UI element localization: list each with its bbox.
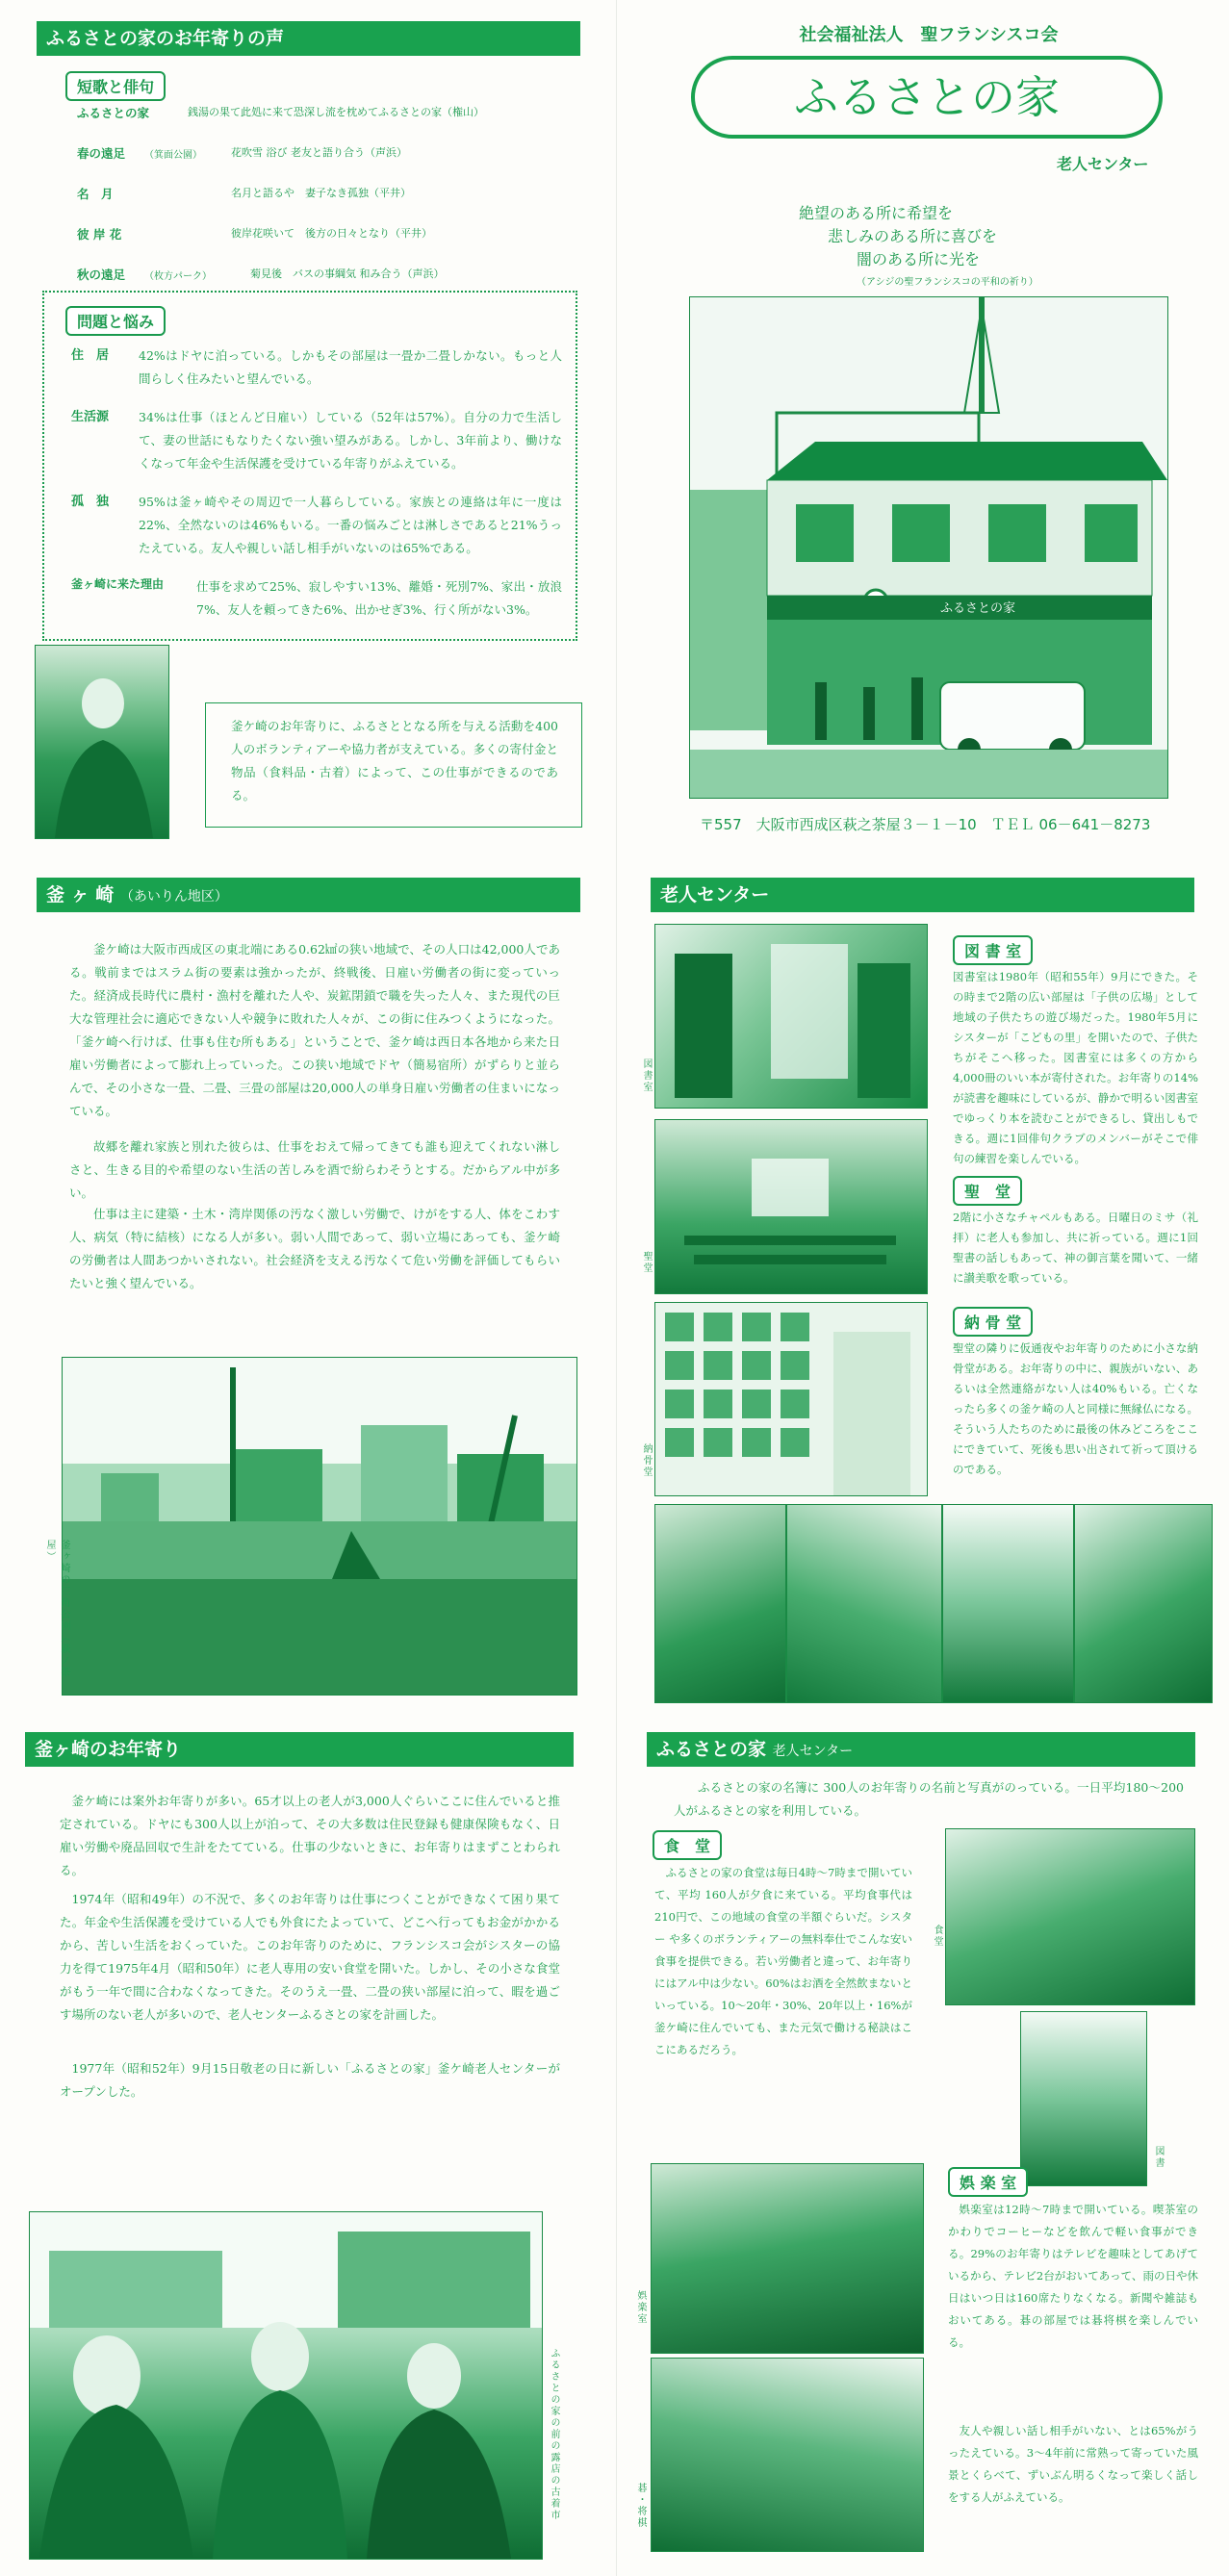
photo-activity-3 [942, 1504, 1074, 1703]
section-header-center: 老人センター [651, 878, 1194, 912]
photo-go-shogi [651, 2358, 924, 2552]
library-illustration [655, 925, 927, 1108]
section-header-kamagasaki: 釜 ヶ 崎 （あいりん地区） [37, 878, 580, 912]
ossuary-illustration [655, 1303, 927, 1495]
chapel-heading: 聖 堂 [953, 1176, 1022, 1206]
library-heading: 図 書 室 [953, 935, 1033, 965]
building-illustration [690, 297, 1167, 798]
dining-heading: 食 堂 [653, 1830, 722, 1860]
caption-market: ふるさとの家の前の露店の古着市 [549, 2348, 559, 2521]
volunteer-box: 釜ケ崎のお年寄りに、ふるさととなる所を与える活動を400人のボランティアーや協力者が支えている。多くの寄付金と物品（食料品・古着）によって、この仕事ができるのである。 [205, 702, 582, 828]
poem-row: 秋の遠足 （枚方パーク） 菊見後 バスの事綱気 和み合う（声浜） [77, 268, 445, 282]
chapel-text: 2階に小さなチャペルもある。日曜日のミサ（礼拝）に老人も参加し、共に祈っている。週に1回聖書の話しもあって、神の御言葉を聞いて、一緒に讃美歌を歌っている。 [953, 1211, 1198, 1285]
ossuary-heading: 納 骨 堂 [953, 1307, 1033, 1337]
photo-activity-4 [1074, 1504, 1213, 1703]
page-fold [616, 0, 617, 2576]
recreation-heading: 娯 楽 室 [948, 2167, 1028, 2197]
section-header-furusato: ふるさとの家 老人センター [647, 1732, 1195, 1767]
subtitle: 老人センター [1057, 155, 1149, 173]
photo-dining [945, 1828, 1195, 2005]
photo-library [654, 924, 928, 1109]
person-figure [36, 646, 168, 838]
caption-park: 釜ヶ崎の三角公園（萩ノ茶屋） [44, 1540, 69, 1678]
kamagasaki-para-2: 故郷を離れ家族と別れた彼らは、仕事をおえて帰ってきても誰も迎えてくれない淋しさと、生きる目的や希望のない生活の苦しみを酒で紛らわそうとする。だからアル中が多い。 [69, 1139, 560, 1200]
org-name: 社会福祉法人 聖フランシスコ会 [799, 25, 1059, 45]
kamagasaki-para-1: 釜ケ崎は大阪市西成区の東北端にある0.62㎢の狭い地域で、その人口は42,000人である。戦前まではスラム街の要素は強かったが、終戦後、日雇い労働者の街に変っていった。経済成長時代に農村・漁村を離れた人や、炭鉱閉鎖で職を失った人々、また現代の巨大な管理社会に適応できない人や競争に敗れた人々が、この街に住みつくようになった。「釜ケ崎へ行けば、仕事も住む所もある」ということで、釜ケ崎は西日本各地から来た日雇い労働者によって膨れ上っていった。この狭い地域でドヤ（簡易宿所）がずらりと並らんで、その小さな一畳、二畳、三畳の部屋は20,000人の単身日雇い労働者の住まいになっている。 [69, 942, 560, 1118]
caption-go-shogi: 碁・将棋 [635, 2483, 646, 2529]
poem-row: 名 月 名月と語るや 妻子なき孤独（平井） [77, 187, 411, 201]
photo-ossuary [654, 1302, 928, 1496]
caption-ossuary: 納骨堂 [641, 1443, 652, 1478]
elderly-para-2: 1974年（昭和49年）の不況で、多くのお年寄りは仕事につくことができなくて困り果てた。年金や生活保護を受けている人でも外食にたよっていて、どこへ行ってもお金がかかるから、苦しい生活をおくっていた。このお年寄りのために、フランシスコ会がシスターの協力を得て1975年4月（昭和50年）に老人専用の安い食堂を開いた。しかし、その小さな食堂がもう一年で間に合わなくなってきた。そのうえ一畳、二畳の狭い部屋に泊って、暇を過ごす場所のない老人が多いので、老人センターふるさとの家を計画した。 [60, 1892, 560, 2022]
poem-row: ふるさとの家 銭湯の果て此処に来て恐深し流を枕めてふるさとの家（権山） [77, 106, 484, 120]
kamagasaki-para-3: 仕事は主に建築・土木・湾岸関係の汚なく激しい労働で、けがをする人、体をこわす人、病気（特に結核）になる人が多い。弱い人間であって、弱い立場にあっても、釜ケ崎の労働者は人間あつかいされない。社会経済を支える汚なくて危い労働を評価してもらいたいと強く望んでいる。 [69, 1207, 560, 1290]
furusato-intro: ふるさとの家の名簿に 300人のお年寄りの名前と写真がのっている。一日平均180～200人がふるさとの家を利用している。 [674, 1780, 1184, 1818]
title-box [691, 56, 1163, 139]
market-illustration [30, 2212, 542, 2559]
poem-row: 彼 岸 花 彼岸花咲いて 後方の日々となり（平井） [77, 227, 432, 242]
photo-activity-1 [654, 1504, 786, 1703]
photo-recreation [651, 2163, 924, 2354]
dining-text: ふるさとの家の食堂は毎日4時～7時まで開いていて、平均 160人が夕食に来ている。平均食事代は 210円で、この地域の食堂の半額ぐらいだ。シスター や多くのボランティアーの無料奉仕でこんな安い食事を提供できる。若い労働者と違って、お年寄りにはアル中は少ない。60%はお酒を全然飲まないといっている。10～20年・30%、20年以上・16%が釜ケ崎に住んでいても、また元気で働ける秘訣はここにあるだろう。 [654, 1866, 912, 2056]
caption-chapel: 聖堂 [641, 1251, 652, 1274]
main-title: ふるさとの家 [794, 71, 1060, 123]
photo-street-market [29, 2211, 543, 2560]
caption-dining: 食堂 [932, 1925, 942, 1948]
prayer: 絶望のある所に希望を 悲しみのある所に喜びを 闇のある所に光を （アシジの聖フランシスコの平和の祈り） [799, 204, 1038, 288]
section-header-voices: ふるさとの家のお年寄りの声 [37, 21, 580, 56]
photo-activity-2 [786, 1504, 942, 1703]
problems-heading: 問題と悩み [65, 306, 166, 336]
photo-chapel [654, 1119, 928, 1294]
photo-old-man [35, 645, 169, 839]
section-header-elderly: 釜ヶ崎のお年寄り [25, 1732, 574, 1767]
chapel-illustration [655, 1120, 927, 1293]
poem-row: 春の遠足 （箕面公園） 花吹雪 浴び 老友と語り合う（声浜） [77, 146, 407, 161]
elderly-para-1: 釜ケ崎には案外お年寄りが多い。65才以上の老人が3,000人ぐらいここに住んでいると推定されている。ドヤにも300人以上が泊って、その大多数は住民登録も健康保険もなく、日雇い労働や廃品回収で生計をたてている。仕事の少ないときに、お年寄りはまずことわられる。 [60, 1794, 560, 1877]
photo-kitchen [1020, 2011, 1147, 2186]
recreation-text-2: 友人や親しい話し相手がいない、とは65%がうったえている。3～4年前に常熟って寄っていた風景とくらべて、ずいぶん明るくなって楽しく話しをする人がふえている。 [948, 2424, 1198, 2504]
photo-building [689, 296, 1168, 799]
building-sign: ふるさとの家 [940, 601, 1016, 616]
caption-library: 図書室 [641, 1058, 652, 1093]
photo-triangle-park [62, 1357, 577, 1696]
address: 〒557 大阪市西成区萩之茶屋３－１－10 ＴＥＬ 06－641－8273 [700, 816, 1151, 833]
elderly-para-3: 1977年（昭和52年）9月15日敬老の日に新しい「ふるさとの家」釜ケ崎老人センターがオープンした。 [60, 2061, 560, 2099]
caption-kitchen: 図書 [1153, 2146, 1164, 2169]
park-illustration [63, 1358, 576, 1695]
caption-recreation: 娯楽室 [635, 2290, 646, 2325]
recreation-text: 娯楽室は12時～7時まで開いている。喫茶室のかわりでコーヒーなどを飲んで軽い食事ができる。29%のお年寄りはテレビを趣味としてあげているから、テレビ2台がおいてあって、雨の日や休日はいつ日は160席たりなくなる。新聞や雑誌もおいてある。碁の部屋では碁将棋を楽しんでいる。 [948, 2203, 1198, 2349]
library-text: 図書室は1980年（昭和55年）9月にできた。その時まで2階の広い部屋は「子供の広場」として地域の子供たちの遊び場だった。1980年5月にシスターが「こどもの里」を開いたので、子供たちがそこへ移った。図書室には多くの方から4,000冊のいい本が寄付された。お年寄りの14%が読書を趣味にしているが、静かで明るい図書室でゆっくり本を読むことができるし、貸出しもできる。週に1回俳句クラブのメンバーがそこで俳句の練習を楽しんでいる。 [953, 970, 1198, 1165]
ossuary-text: 聖堂の隣りに仮通夜やお年寄りのために小さな納骨堂がある。お年寄りの中に、親族がいない、あるいは全然連絡がない人は40%もいる。亡くなったら多くの釜ケ崎の人と同様に無縁仏になる。そういう人たちのために最後の休みどころをここにできていて、死後も思い出されて祈って頂けるのである。 [953, 1341, 1198, 1476]
tanka-heading: 短歌と俳句 [65, 71, 166, 101]
